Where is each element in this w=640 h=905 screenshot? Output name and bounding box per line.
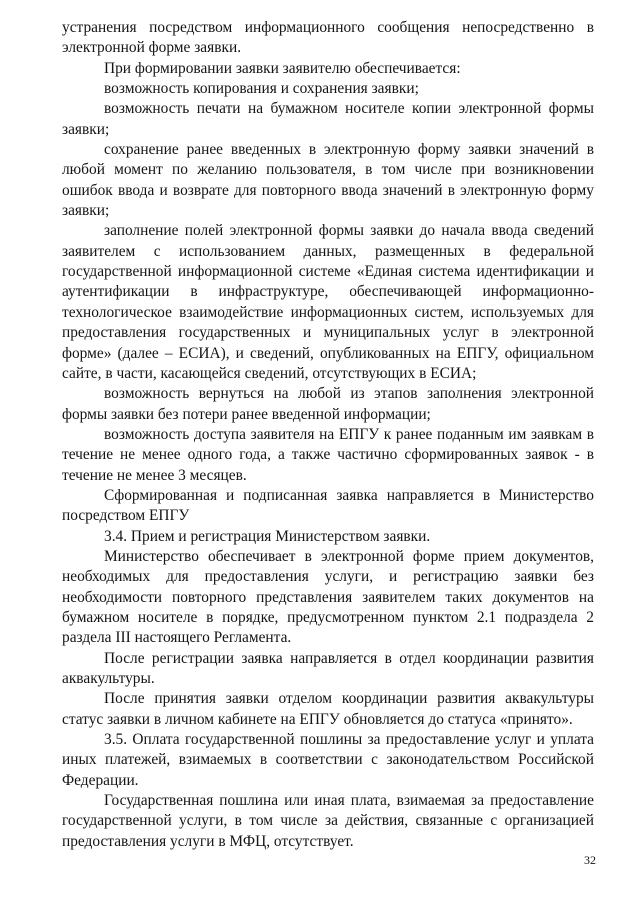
paragraph-applicant-provisions: При формировании заявки заявителю обеспечивается: (104, 59, 461, 77)
paragraph-state-fee: Государственная пошлина или иная плата, взимаемая за предоставление государственной услуги, в том числе за действия, связанные с организацией предоставления услуги в МФЦ, отсутствует. (62, 792, 594, 850)
section-heading-3-4: 3.4. Прием и регистрация Министерством заявки. (104, 527, 431, 545)
paragraph-continuation: устранения посредством информационного сообщения непосредственно в электронной форме заявки. (62, 19, 594, 57)
paragraph-prefill-esia: заполнение полей электронной формы заявки до начала ввода сведений заявителем с использованием данных, размещенных в федеральной государственной информационной системе «Единая система идентификации и аутентификации в инфраструктуре, обеспечивающей информационно-технологическое взаимодействие информационных систем, используемых для предоставления государственных и муниципальных услуг в электронной форме» (далее – ЕСИА), и сведений, опубликованных на ЕПГУ, официальном сайте, в части, касающейся сведений, отсутствующих в ЕСИА; (62, 222, 594, 382)
paragraph-copy-save: возможность копирования и сохранения заявки; (104, 80, 419, 98)
page-number: 32 (584, 853, 596, 867)
paragraph-status-update: После принятия заявки отделом координации развития аквакультуры статус заявки в личном кабинете на ЕПГУ обновляется до статуса «принято». (62, 690, 594, 728)
paragraph-save-values: сохранение ранее введенных в электронную форму заявки значений в любой момент по желанию пользователя, в том числе при возникновении ошибок ввода и возврате для повторного ввода значений в электронную форму заявки; (62, 141, 594, 220)
paragraph-after-registration: После регистрации заявка направляется в отдел координации развития аквакультуры. (62, 649, 594, 687)
paragraph-ministry-reception: Министерство обеспечивает в электронной форме прием документов, необходимых для предоставления услуги, и регистрацию заявки без необходимости повторного представления заявителем таких документов на бумажном носителе в порядке, предусмотренном пунктом 2.1 подраздела 2 раздела III настоящего Регламента. (62, 547, 594, 647)
section-heading-3-5: 3.5. Оплата государственной пошлины за предоставление услуг и уплата иных платежей, взимаемых в соответствии с законодательством Российской Федерации. (62, 731, 594, 789)
paragraph-return-step: возможность вернуться на любой из этапов заполнения электронной формы заявки без потери ранее введенной информации; (62, 385, 594, 423)
paragraph-access-history: возможность доступа заявителя на ЕПГУ к ранее поданным им заявкам в течение не менее одного года, а также частично сформированных заявок - в течение не менее 3 месяцев. (62, 425, 594, 484)
document-page (62, 18, 594, 852)
paragraph-print: возможность печати на бумажном носителе копии электронной формы заявки; (62, 100, 594, 138)
paragraph-submission: Сформированная и подписанная заявка направляется в Министерство посредством ЕПГУ (62, 486, 594, 525)
